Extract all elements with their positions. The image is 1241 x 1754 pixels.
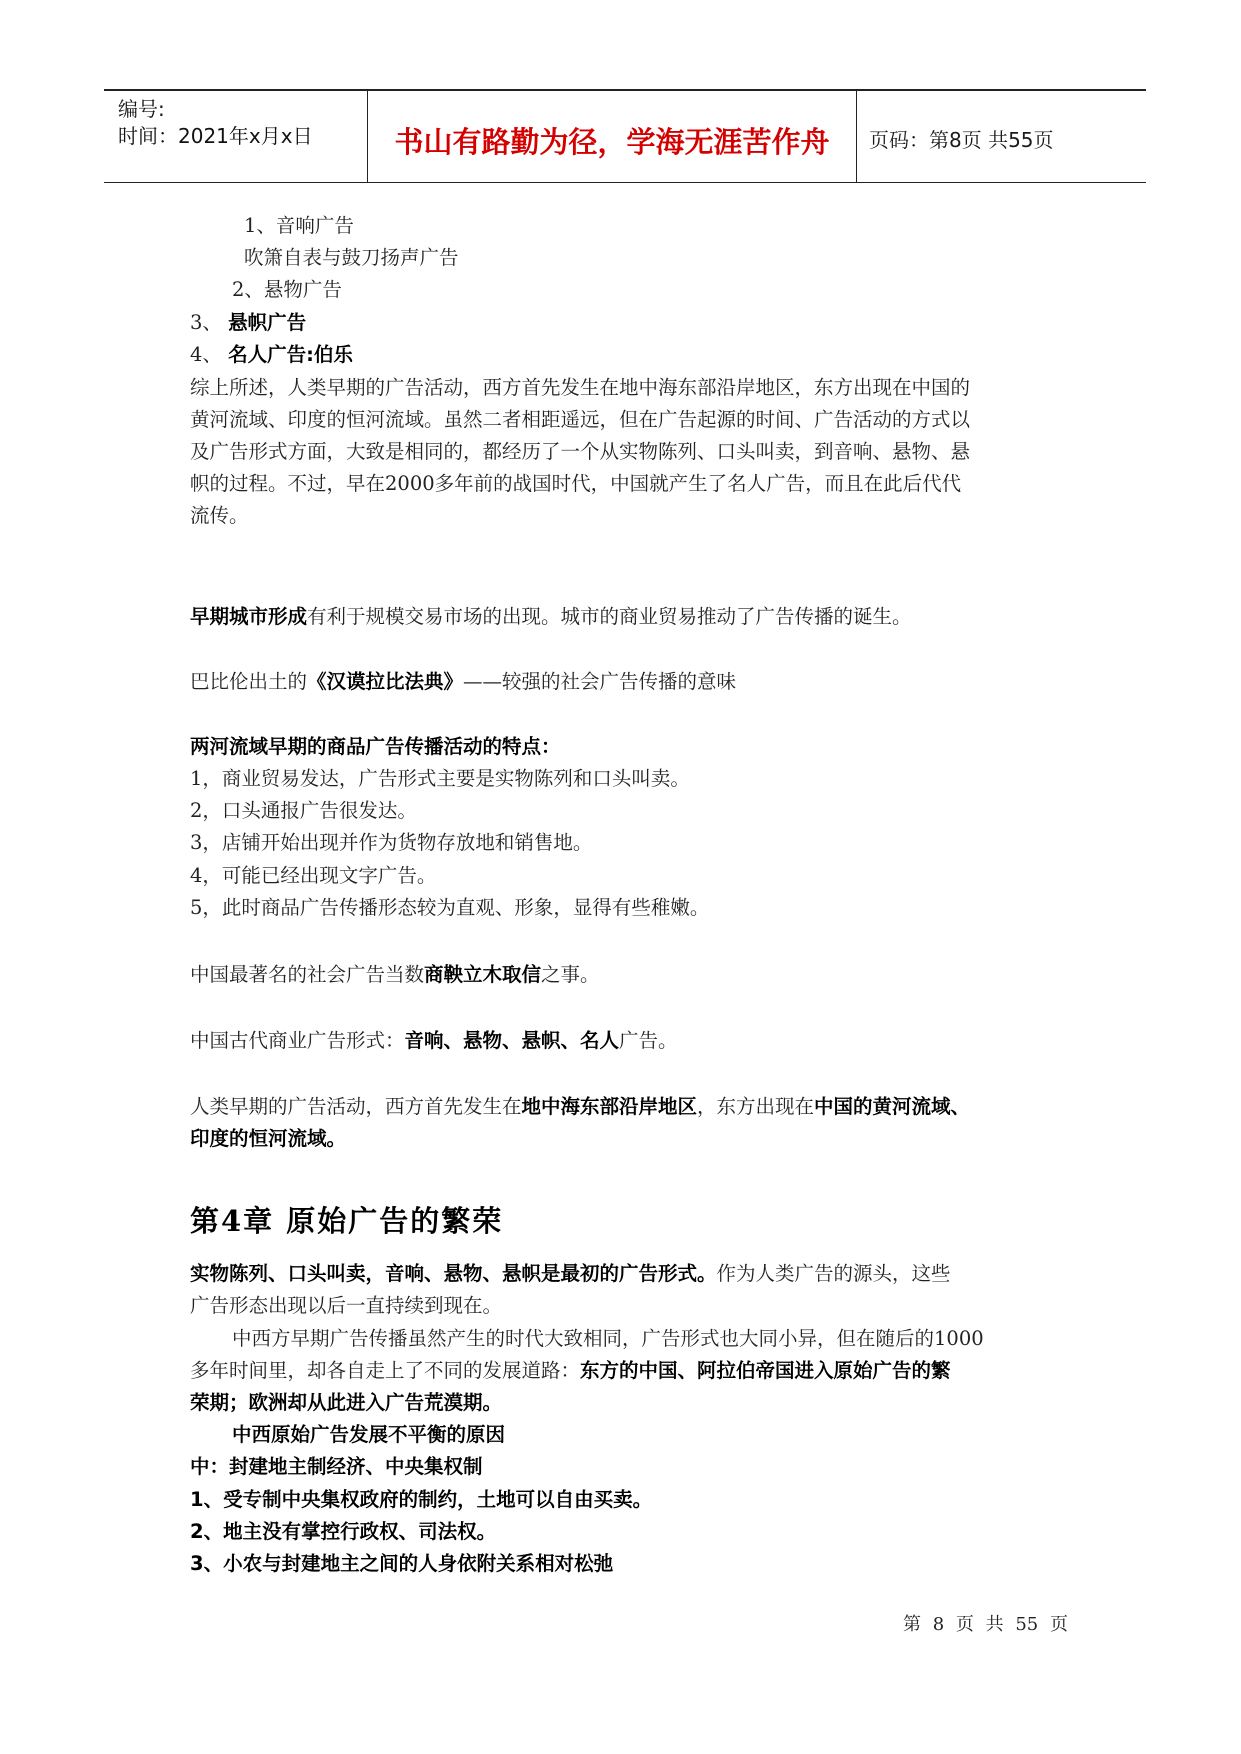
paragraph-line: 印度的恒河流域。 <box>190 1127 347 1150</box>
list-item: 2、地主没有掌控行政权、司法权。 <box>190 1520 497 1543</box>
bold-text: 早期城市形成 <box>190 605 308 628</box>
plain-text: 巴比伦出土的 <box>190 670 308 693</box>
subheading: 中：封建地主制经济、中央集权制 <box>190 1455 483 1478</box>
header-serial-label: 编号: <box>118 97 165 121</box>
list-number: 3、 <box>190 311 222 334</box>
list-item <box>190 309 306 337</box>
paragraph-line <box>190 603 912 631</box>
paragraph-line: 及广告形式方面，大致是相同的，都经历了一个从实物陈列、口头叫卖，到音响、悬物、悬 <box>190 440 971 463</box>
plain-text: 中国古代商业广告形式： <box>190 1029 405 1052</box>
chapter-heading: 第4章 原始广告的繁荣 <box>190 1204 504 1238</box>
paragraph-line: 综上所述，人类早期的广告活动，西方首先发生在地中海东部沿岸地区，东方出现在中国的 <box>190 376 971 399</box>
text-line: 2、悬物广告 <box>232 278 342 301</box>
paragraph-line: 帜的过程。不过，早在2000多年前的战国时代，中国就产生了名人广告，而且在此后代代 <box>190 472 962 495</box>
bold-text: 音响、悬物、悬帜、名人 <box>404 1029 620 1052</box>
header-divider-right <box>856 89 857 182</box>
paragraph-line <box>190 1357 951 1385</box>
paragraph-line: 流传。 <box>190 504 249 527</box>
text-line: 吹箫自表与鼓刀扬声广告 <box>244 246 459 269</box>
bold-text: 《汉谟拉比法典》 <box>307 670 464 693</box>
header-divider-left <box>367 89 368 182</box>
paragraph-line <box>190 1260 951 1288</box>
plain-text: 作为人类广告的源头，这些 <box>716 1262 951 1285</box>
list-number: 4、 <box>190 343 222 366</box>
paragraph-line: 黄河流域、印度的恒河流域。虽然二者相距遥远，但在广告起源的时间、广告活动的方式以 <box>190 408 971 431</box>
list-item: 3、小农与封建地主之间的人身依附关系相对松弛 <box>190 1552 614 1575</box>
list-item <box>190 341 353 369</box>
paragraph-line <box>190 1027 678 1055</box>
paragraph-line: 广告形态出现以后一直持续到现在。 <box>190 1294 503 1317</box>
bold-text: 名人广告:伯乐 <box>228 343 353 366</box>
bold-text: 地中海东部沿岸地区 <box>521 1095 698 1118</box>
paragraph-line: 中西方早期广告传播虽然产生的时代大致相同，广告形式也大同小异，但在随后的1000 <box>232 1327 984 1350</box>
text-line: 1、音响广告 <box>244 214 354 237</box>
list-item: 2，口头通报广告很发达。 <box>190 799 417 822</box>
plain-text: 之事。 <box>541 963 600 986</box>
section-heading: 两河流域早期的商品广告传播活动的特点： <box>190 735 561 758</box>
footer-page-number: 第 8 页 共 55 页 <box>903 1614 1068 1635</box>
list-item: 1、受专制中央集权政府的制约，土地可以自由买卖。 <box>190 1488 653 1511</box>
header-bottom-rule <box>104 182 1146 183</box>
plain-text: 广告。 <box>619 1029 678 1052</box>
paragraph-line <box>190 668 736 696</box>
paragraph-line <box>190 1093 970 1121</box>
header-top-rule <box>104 89 1146 91</box>
bold-text: 商鞅立木取信 <box>424 963 542 986</box>
paragraph-line <box>190 961 600 989</box>
plain-text: 有利于规模交易市场的出现。城市的商业贸易推动了广告传播的诞生。 <box>307 605 912 628</box>
header-time-label: 时间：2021年x月x日 <box>118 124 313 148</box>
header-motto: 书山有路勤为径，学海无涯苦作舟 <box>394 125 830 159</box>
plain-text: 中国最著名的社会广告当数 <box>190 963 425 986</box>
header-page-label: 页码：第8页 共55页 <box>869 128 1054 152</box>
plain-text: ，东方出现在 <box>697 1095 815 1118</box>
bold-text: 悬帜广告 <box>228 311 307 334</box>
bold-text: 东方的中国、阿拉伯帝国进入原始广告的繁 <box>580 1359 951 1382</box>
paragraph-line: 荣期；欧洲却从此进入广告荒漠期。 <box>190 1391 503 1414</box>
plain-text: ——较强的社会广告传播的意味 <box>463 670 737 693</box>
subheading: 中西原始广告发展不平衡的原因 <box>232 1423 506 1446</box>
list-item: 1，商业贸易发达，广告形式主要是实物陈列和口头叫卖。 <box>190 767 690 790</box>
list-item: 3，店铺开始出现并作为货物存放地和销售地。 <box>190 831 593 854</box>
list-item: 4，可能已经出现文字广告。 <box>190 864 437 887</box>
plain-text: 多年时间里，却各自走上了不同的发展道路： <box>190 1359 581 1382</box>
bold-text: 中国的黄河流域、 <box>814 1095 971 1118</box>
plain-text: 人类早期的广告活动，西方首先发生在 <box>190 1095 522 1118</box>
list-item: 5，此时商品广告传播形态较为直观、形象，显得有些稚嫩。 <box>190 896 710 919</box>
bold-text: 实物陈列、口头叫卖，音响、悬物、悬帜是最初的广告形式。 <box>190 1262 717 1285</box>
